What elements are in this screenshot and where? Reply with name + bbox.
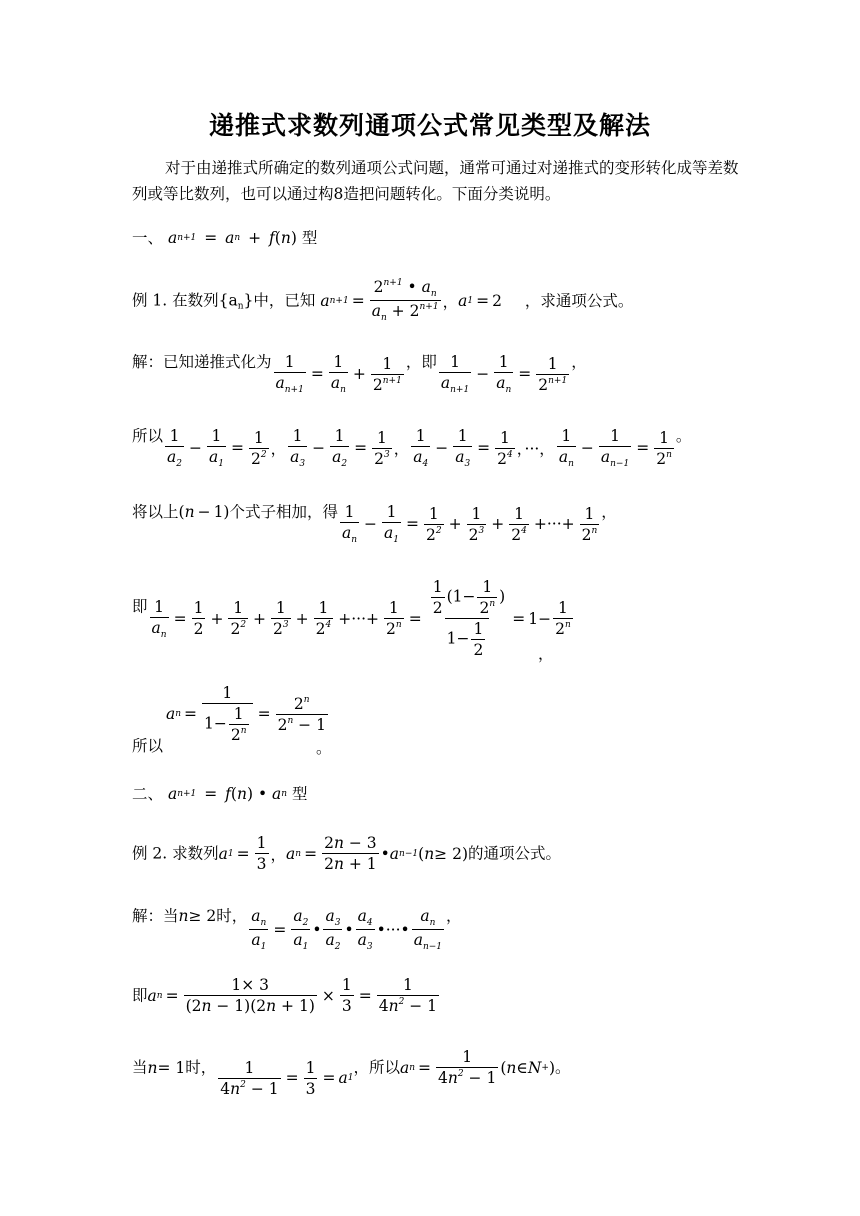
sum-1-count: ( n − 1)	[178, 503, 230, 521]
dang-formula-a: $\frac{1}{4n^2 - 1}$ = $\frac{1}{3}$ = a 1	[220, 1058, 354, 1098]
section-2-suffix: 型	[292, 785, 308, 803]
ji-1-end: ，	[538, 645, 554, 663]
example-1-suffix: ，求通项公式。	[524, 291, 634, 310]
solution-2-prefix: 解：当	[132, 907, 179, 925]
so-2-prefix: 所以	[132, 737, 164, 755]
section-1-formula: a n+1 = a n + f ( n )	[167, 229, 297, 247]
ji-1-line	[132, 578, 575, 659]
sum-1-line	[132, 500, 617, 545]
intro-paragraph: 对于由递推式所确定的数列通项公式问题，通常可通过对递推式的变形转化成等差数列或等比数列，也可以通过构8造把问题转化。下面分类说明。	[132, 159, 739, 203]
page-title: 递推式求数列通项公式常见类型及解法	[208, 111, 651, 140]
dang-end: 。	[555, 1058, 571, 1077]
sum-1-end: ，	[601, 503, 617, 521]
sum-1-formula: $\frac{1}{a_n}$ − $\frac{1}{a_1}$ = $\frac{1}{2^2}$ + $\frac{1}{2^3}$ + $\frac{1}{2^4}$ +···+ $\frac{1}{2^n}$	[342, 503, 598, 545]
section-2-heading	[132, 782, 308, 804]
dang-cond: n = 1	[147, 1058, 186, 1077]
solution-1-end: ，	[571, 353, 587, 371]
so-1-line	[132, 424, 691, 469]
example-2-formula: a 1 = $\frac{1}{3}$ ， a n = $\frac{2n - 3}{2n + 1}$ • a n−1 ( n ≥ 2)	[218, 834, 468, 873]
example-1-mid: }中，已知	[243, 291, 316, 310]
ji-2-line	[132, 976, 441, 1015]
section-2-formula: a n+1 = f ( n ) • a n	[167, 785, 288, 803]
solution-1-prefix: 解：已知递推式化为	[132, 353, 272, 371]
solution-1-line	[132, 350, 587, 395]
example-2-suffix: 的通项公式。	[468, 844, 562, 863]
solution-2-cond-text: 时，	[216, 907, 248, 925]
example-1-formula: a n+1 = $\frac{2^{n+1} • a_n}{a_n + 2^{n+1}}$ ， a 1 = 2	[320, 278, 502, 323]
example-2-line	[132, 834, 561, 873]
ji-1-prefix: 即	[132, 597, 148, 616]
example-1-sub: n	[237, 301, 244, 312]
solution-2-cond: n ≥ 2	[178, 907, 217, 925]
section-2-prefix: 二、	[132, 785, 164, 803]
section-1-heading	[132, 226, 317, 248]
so-1-formula: $\frac{1}{a_2}$ − $\frac{1}{a_1}$ = $\frac{1}{2^2}$ ， $\frac{1}{a_3}$ − $\frac{1}{a_2}$ = $\frac{1}{2^3}$ ， $\frac{1}{a_4}$ − $\frac{1}{a_3}$ = $\frac{1}{2^4}$ ，···， $\frac{1}{a_n}$ − $\frac{1}{a_{n-1}}$ = $\frac{1}{2^n}$	[167, 427, 672, 469]
dang-mid: ，所以	[353, 1058, 400, 1077]
so-2-end: 。	[316, 739, 332, 757]
ji-2-prefix: 即	[132, 986, 148, 1005]
solution-1-formula-b: $\frac{1}{a_{n+1}}$ − $\frac{1}{a_n}$ = $\frac{1}{2^{n+1}}$	[440, 353, 568, 395]
ji-1-formula: $\frac{1}{a_n}$ = $\frac{1}{2}$ + $\frac{1}{2^2}$ + $\frac{1}{2^3}$ + $\frac{1}{2^4}$ +···+ $\frac{1}{2^n}$ = $\frac{1}{2}$ (1− $\frac{1}{2^n}$ ) 1− $\frac{1}{2}$ = 1− $\frac{1}{2^n}$	[151, 578, 571, 659]
solution-2-end: ，	[446, 907, 462, 925]
so-2-formula: a n = 1 1− $\frac{1}{2^n}$ = $\frac{2^n}{2^n - 1}$	[166, 684, 326, 744]
sum-1-prefix: 将以上	[132, 503, 179, 521]
example-1-line	[132, 278, 633, 323]
so-1-prefix: 所以	[132, 427, 164, 445]
sum-1-mid: 个式子相加，得	[229, 503, 338, 521]
dang-prefix: 当	[132, 1058, 148, 1077]
dang-formula-b: a n = $\frac{1}{4n^2 - 1}$ ( n ∈ N + )	[399, 1048, 556, 1087]
section-1-prefix: 一、	[132, 229, 164, 247]
example-1-prefix: 例 1. 在数列{a	[132, 291, 238, 310]
ji-2-formula: a n = $\frac{1\times 3}{(2n - 1)(2n + 1)}$ × $\frac{1}{3}$ = $\frac{1}{4n^2 - 1}$	[147, 976, 438, 1015]
section-1-suffix: 型	[301, 229, 318, 247]
solution-2-formula: $\frac{a_n}{a_1}$ = $\frac{a_2}{a_1}$ • $\frac{a_3}{a_2}$ • $\frac{a_4}{a_3}$ •···• $\frac{a_n}{a_{n-1}}$	[251, 907, 443, 952]
solution-2-line	[132, 904, 462, 952]
dang-cond-text: 时，	[185, 1058, 217, 1077]
example-2-prefix: 例 2. 求数列	[132, 844, 219, 863]
solution-1-mid: ，即	[405, 353, 437, 371]
dang-line	[132, 1048, 571, 1098]
so-1-end: 。	[675, 427, 692, 445]
solution-1-formula-a: $\frac{1}{a_{n+1}}$ = $\frac{1}{a_n}$ + $\frac{1}{2^{n+1}}$	[275, 353, 402, 395]
